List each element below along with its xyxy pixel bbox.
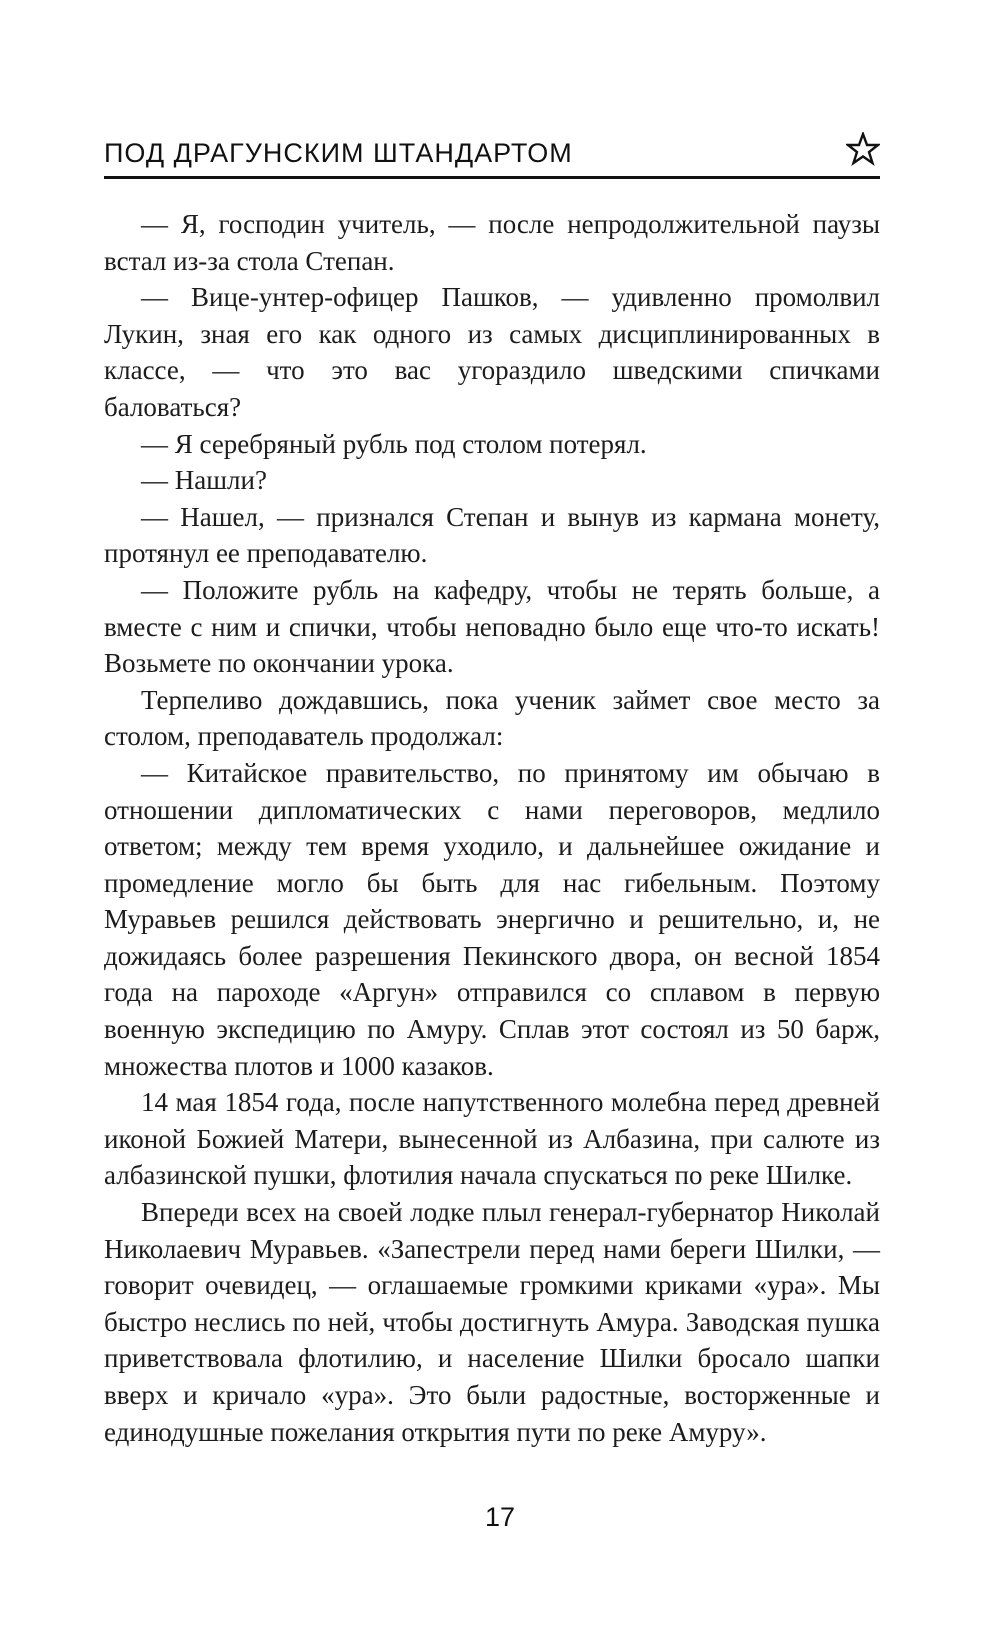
paragraph: Терпеливо дождавшись, пока ученик займет свое место за столом, преподаватель продолжал:: [104, 684, 880, 752]
header-divider: [104, 176, 880, 179]
paragraph: 14 мая 1854 года, после напутственного молебна перед древней иконой Божией Матери, вынесенной из Албазина, при салюте из албазинской пушки, флотилия начала спускаться по реке Шилке.: [104, 1087, 880, 1191]
page-number: 17: [484, 1502, 516, 1532]
paragraph: — Нашли?: [141, 465, 267, 496]
header-title: ПОД ДРАГУНСКИМ ШТАНДАРТОМ: [104, 138, 573, 168]
paragraph: — Положите рубль на кафедру, чтобы не терять больше, а вместе с ним и спички, чтобы неповадно было еще что-то искать! Возьмете по окончании урока.: [104, 574, 880, 679]
paragraph: — Я серебряный рубль под столом потерял.: [141, 428, 647, 459]
body-text: [104, 206, 880, 1450]
paragraph: — Вице-унтер-офицер Пашков, — удивленно промолвил Лукин, зная его как одного из самых дисциплинированных в классе, — что это вас угораздило шведскими спичками баловаться?: [104, 282, 880, 422]
star-outline-icon: [846, 132, 880, 166]
running-header: [104, 132, 880, 178]
paragraph: Впереди всех на своей лодке плыл генерал-губернатор Николай Николаевич Муравьев. «Запестрели перед нами береги Шилки, — говорит очевидец, — оглашаемые громкими криками «ура». Мы быстро неслись по ней, чтобы достигнуть Амура. Заводская пушка приветствовала флотилию, и население Шилки бросало шапки вверх и кричало «ура». Это были радостные, восторженные и единодушные пожелания открытия пути по реке Амуру».: [104, 1197, 880, 1447]
paragraph: — Нашел, — признался Степан и вынув из кармана монету, протянул ее преподавателю.: [104, 501, 880, 569]
paragraph: — Китайское правительство, по принятому им обычаю в отношении дипломатических с нами переговоров, медлило ответом; между тем время уходило, и дальнейшее ожидание и промедление могло бы быть для нас гибельным. Поэтому Муравьев решился действовать энергично и решительно, и, не дожидаясь более разрешения Пекинского двора, он весной 1854 года на пароходе «Аргун» отправился со сплавом в первую военную экспедицию по Амуру. Сплав этот состоял из 50 барж, множества плотов и 1000 казаков.: [104, 757, 880, 1081]
paragraph: — Я, господин учитель, — после непродолжительной паузы встал из-за стола Степан.: [104, 209, 880, 276]
